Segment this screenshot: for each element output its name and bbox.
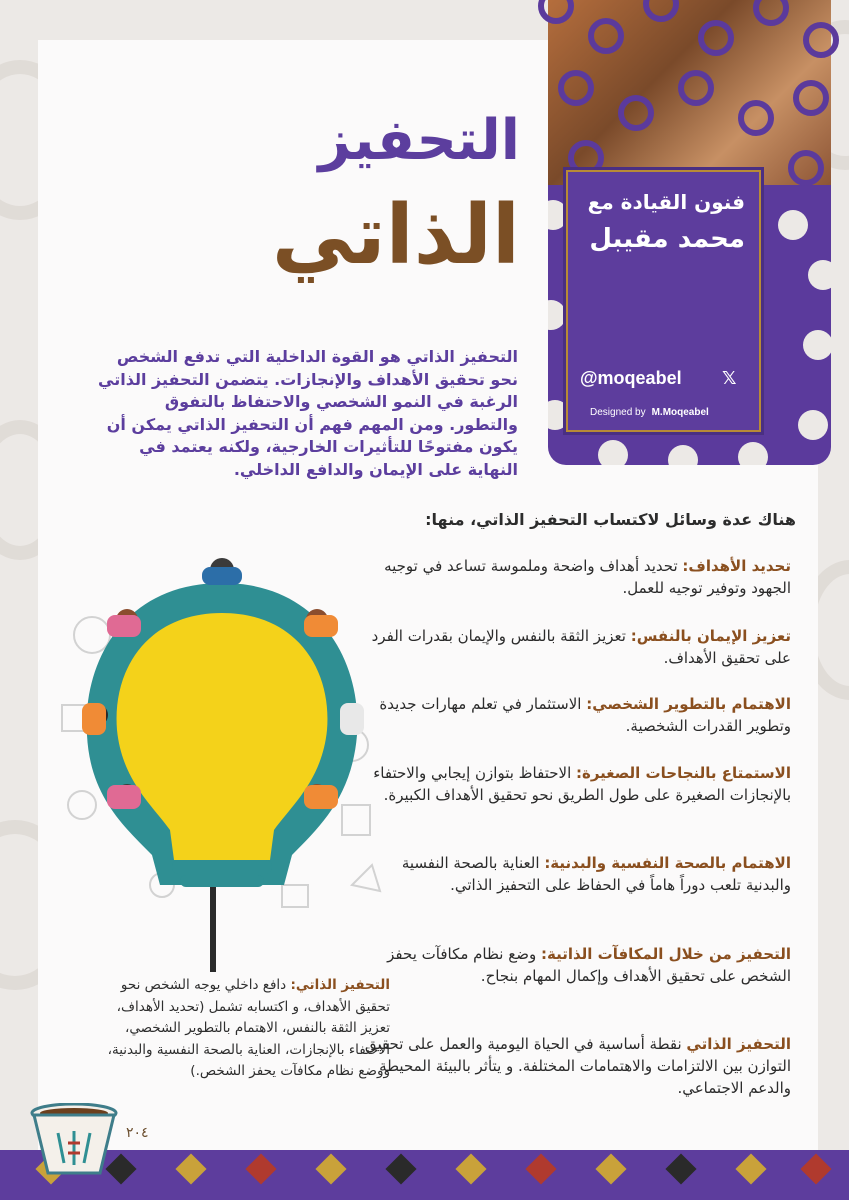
designer-name: M.Moqeabel: [651, 407, 709, 418]
social-handle[interactable]: @moqeabel: [580, 368, 682, 388]
item-term: الاستمتاع بالنجاحات الصغيرة:: [576, 764, 791, 782]
coffee-cup-icon: [28, 1103, 120, 1177]
title-line-2: الذاتي: [271, 188, 520, 283]
bulb-base: [180, 875, 264, 887]
page-number: ٢٠٤: [126, 1125, 149, 1141]
summary-note: [100, 975, 390, 1083]
list-lead: هناك عدة وسائل لاكتساب التحفيز الذاتي، منها:: [425, 510, 796, 529]
x-logo-icon: 𝕏: [722, 368, 737, 389]
designer-credit: [590, 407, 709, 418]
item-term: التحفيز الذاتي: [686, 1035, 791, 1053]
intro-paragraph: التحفيز الذاتي هو القوة الداخلية التي تدفع الشخص نحو تحقيق الأهداف والإنجازات. يتضمن التحفيز الذاتي الرغبة في النمو الشخصي والاحتفاظ بالتفوق والتطور. ومن المهم فهم أن التحفيز الذاتي يمكن أن يكون مفتوحًا للتأثيرات الخارجية، ولكنه يعتمد في النهاية على الإيمان والدافع الداخلي.: [98, 347, 518, 479]
bulb-base: [172, 860, 272, 874]
summary-text: دافع داخلي يوجه الشخص نحو تحقيق الأهداف، و اكتسابه تشمل (تحديد الأهداف، تعزيز الثقة بالنفس، الاهتمام بالتطوير الشخصي، الاحتفاء بالإنجازات، العناية بالصحة النفسية والبدنية، ووضع نظام مكافآت يحفز الشخص.): [107, 977, 390, 1079]
item-text: تعزيز الثقة بالنفس والإيمان بقدرات الفرد على تحقيق الأهداف.: [371, 627, 791, 667]
summary-term: التحفيز الذاتي:: [290, 977, 390, 993]
lightbulb-meeting-illustration: [52, 555, 392, 975]
item-text: العناية بالصحة النفسية والبدنية تلعب دوراً هاماً في الحفاظ على التحفيز الذاتي.: [401, 854, 791, 894]
item-term: تحديد الأهداف:: [682, 557, 791, 575]
list-item: [361, 625, 791, 669]
badge-series-title: فنون القيادة مع: [587, 190, 745, 214]
badge-author-name: محمد مقيبل: [589, 224, 745, 254]
list-item: [361, 693, 791, 737]
sadu-pattern-band: [0, 1150, 849, 1200]
item-term: الاهتمام بالتطوير الشخصي:: [586, 695, 791, 713]
list-item: [361, 852, 791, 896]
item-text: وضع نظام مكافآت يحفز الشخص على تحقيق الأهداف وإكمال المهام بنجاح.: [387, 945, 791, 985]
author-badge: [566, 170, 761, 432]
lattice-photo: [548, 0, 831, 185]
list-item: [361, 555, 791, 599]
item-text: تحديد أهداف واضحة وملموسة تساعد في توجيه الجهود وتوفير توجيه للعمل.: [384, 557, 791, 597]
item-text: نقطة أساسية في الحياة اليومية والعمل على تحقيق التوازن بين الالتزامات والاهتمامات المختلفة. و يتأثر بالبيئة المحيطة والدعم الاجتماعي.: [364, 1035, 791, 1097]
title-line-1: التحفيز: [318, 108, 520, 173]
item-term: تعزيز الإيمان بالنفس:: [630, 627, 791, 645]
item-term: الاهتمام بالصحة النفسية والبدنية:: [544, 854, 791, 872]
list-item: [361, 943, 791, 987]
designed-by-label: Designed by: [590, 407, 646, 418]
bulb-cord: [210, 887, 216, 972]
item-text: الاحتفاظ بتوازن إيجابي والاحتفاء بالإنجازات الصغيرة على طول الطريق نحو تحقيق الأهداف الكبيرة.: [373, 764, 791, 804]
item-term: التحفيز من خلال المكافآت الذاتية:: [541, 945, 791, 963]
list-item: [361, 1033, 791, 1099]
list-item: [361, 762, 791, 806]
item-text: الاستثمار في تعلم مهارات جديدة وتطوير القدرات الشخصية.: [379, 695, 791, 735]
